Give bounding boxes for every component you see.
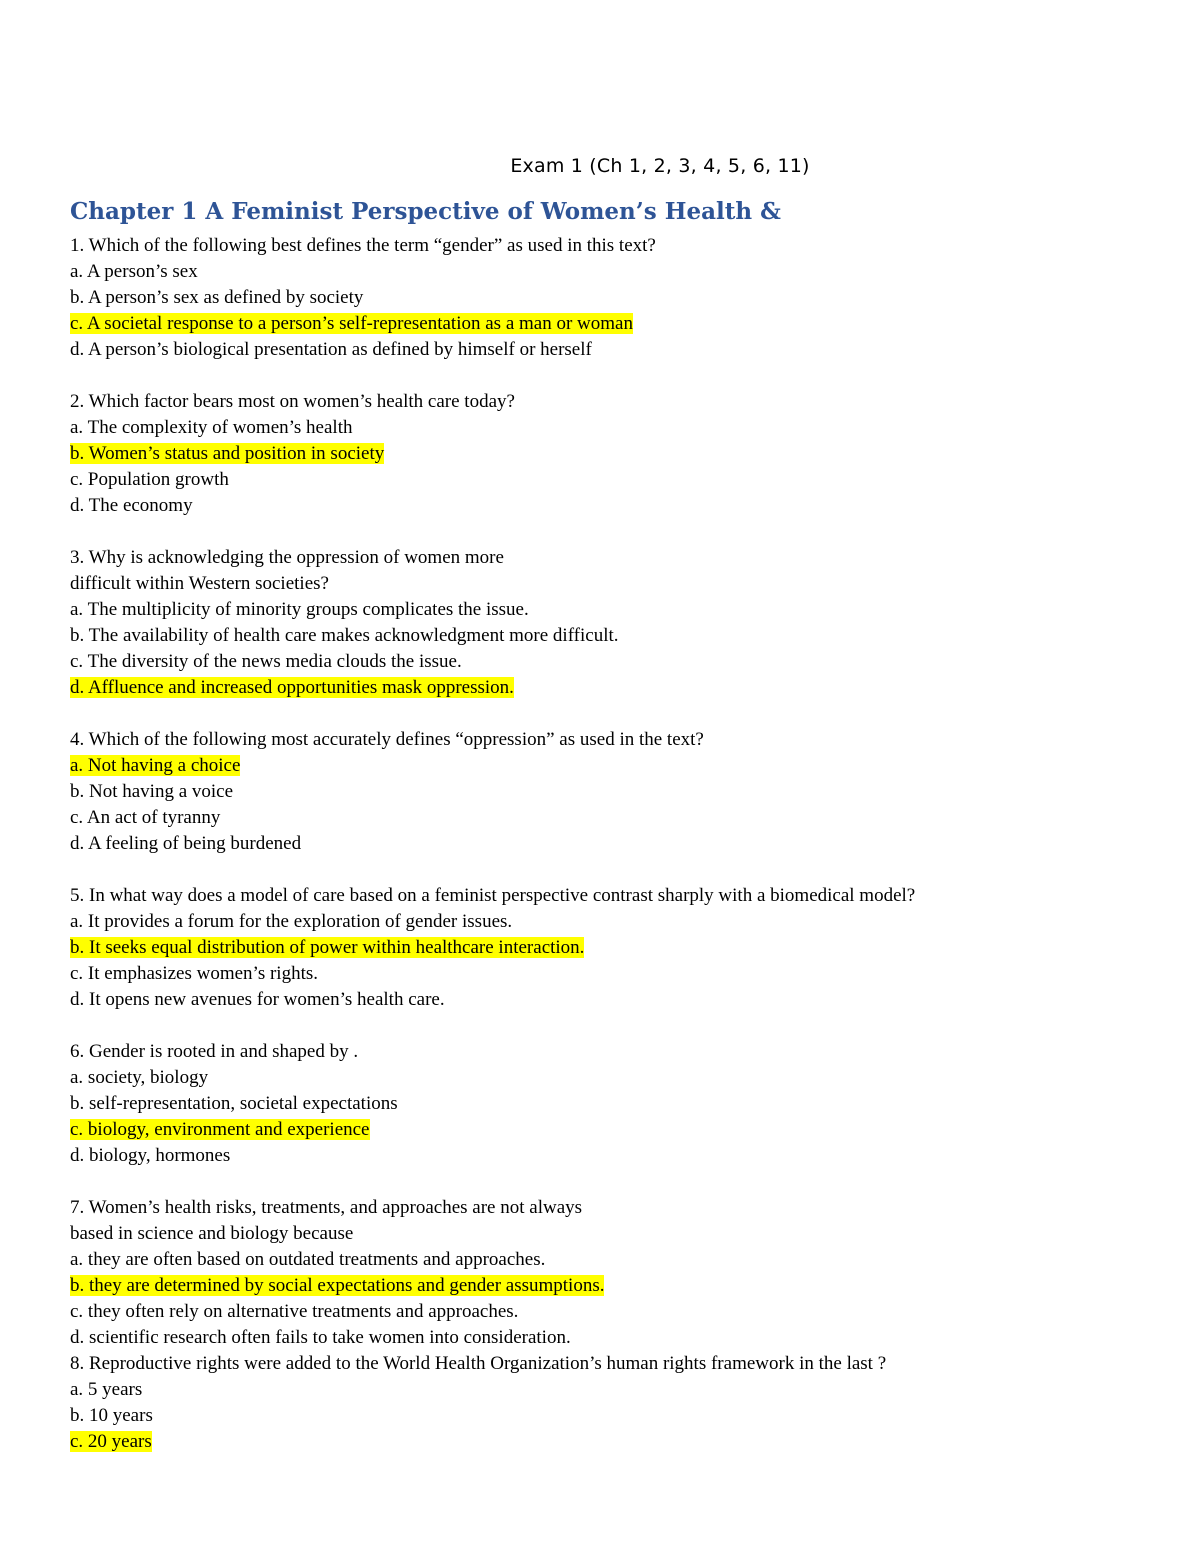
question-block <box>70 233 1170 363</box>
answer-option-text: a. they are often based on outdated treatments and approaches. <box>70 1249 546 1270</box>
answer-option-highlighted <box>70 675 1170 701</box>
answer-option-highlighted <box>70 1273 1170 1299</box>
question-block <box>70 545 1170 701</box>
answer-option <box>70 259 1170 285</box>
answer-option-text: c. A societal response to a person’s self-representation as a man or woman <box>70 313 633 334</box>
question-block <box>70 883 1170 1013</box>
question-text: 3. Why is acknowledging the oppression of women more <box>70 547 504 568</box>
question-text: 2. Which factor bears most on women’s health care today? <box>70 391 515 412</box>
answer-option-text: a. Not having a choice <box>70 755 241 776</box>
answer-option-text: b. The availability of health care makes acknowledgment more difficult. <box>70 625 619 646</box>
answer-option-highlighted <box>70 753 1170 779</box>
question-text: 6. Gender is rooted in and shaped by . <box>70 1041 359 1062</box>
answer-option-highlighted <box>70 311 1170 337</box>
answer-option <box>70 285 1170 311</box>
answer-option <box>70 597 1170 623</box>
answer-option-text: c. they often rely on alternative treatments and approaches. <box>70 1301 519 1322</box>
question-text: difficult within Western societies? <box>70 573 329 594</box>
answer-option-text: a. The complexity of women’s health <box>70 417 353 438</box>
question-block <box>70 1351 1170 1455</box>
answer-option <box>70 467 1170 493</box>
answer-option <box>70 1065 1170 1091</box>
answer-option-text: c. 20 years <box>70 1431 152 1452</box>
answer-option <box>70 649 1170 675</box>
answer-option <box>70 337 1170 363</box>
chapter-heading: Chapter 1 A Feminist Perspective of Women’s Health & <box>70 198 781 225</box>
answer-option <box>70 1091 1170 1117</box>
answer-option <box>70 961 1170 987</box>
question-text: 5. In what way does a model of care based on a feminist perspective contrast sharply with a biomedical model? <box>70 885 916 906</box>
answer-option <box>70 987 1170 1013</box>
answer-option-text: d. The economy <box>70 495 193 516</box>
answer-option-text: b. 10 years <box>70 1405 153 1426</box>
answer-option-highlighted <box>70 1117 1170 1143</box>
answer-option-text: c. Population growth <box>70 469 229 490</box>
answer-option <box>70 1143 1170 1169</box>
question-list <box>70 233 1170 1455</box>
answer-option-text: d. scientific research often fails to take women into consideration. <box>70 1327 571 1348</box>
answer-option-text: c. The diversity of the news media clouds the issue. <box>70 651 462 672</box>
answer-option <box>70 805 1170 831</box>
answer-option-text: d. It opens new avenues for women’s health care. <box>70 989 445 1010</box>
question-text: 4. Which of the following most accurately defines “oppression” as used in the text? <box>70 729 704 750</box>
answer-option-text: c. It emphasizes women’s rights. <box>70 963 319 984</box>
answer-option-text: b. A person’s sex as defined by society <box>70 287 364 308</box>
answer-option-text: c. An act of tyranny <box>70 807 221 828</box>
answer-option-text: d. biology, hormones <box>70 1145 231 1166</box>
question-block <box>70 1195 1170 1351</box>
answer-option-text: a. A person’s sex <box>70 261 198 282</box>
answer-option <box>70 909 1170 935</box>
answer-option-text: a. 5 years <box>70 1379 143 1400</box>
question-text: 8. Reproductive rights were added to the World Health Organization’s human rights framework in the last ? <box>70 1353 887 1374</box>
answer-option-highlighted <box>70 935 1170 961</box>
question-block <box>70 389 1170 519</box>
question-text: 7. Women’s health risks, treatments, and approaches are not always <box>70 1197 583 1218</box>
answer-option-text: d. A feeling of being burdened <box>70 833 302 854</box>
answer-option-text: a. It provides a forum for the exploration of gender issues. <box>70 911 513 932</box>
answer-option-text: a. society, biology <box>70 1067 209 1088</box>
answer-option <box>70 493 1170 519</box>
answer-option-highlighted <box>70 1429 1170 1455</box>
answer-option-text: b. they are determined by social expectations and gender assumptions. <box>70 1275 605 1296</box>
question-text: based in science and biology because <box>70 1223 354 1244</box>
answer-option-text: b. Women’s status and position in society <box>70 443 385 464</box>
answer-option-text: b. It seeks equal distribution of power within healthcare interaction. <box>70 937 585 958</box>
answer-option <box>70 831 1170 857</box>
answer-option-text: c. biology, environment and experience <box>70 1119 370 1140</box>
question-block <box>70 727 1170 857</box>
answer-option <box>70 623 1170 649</box>
question-block <box>70 1039 1170 1169</box>
answer-option <box>70 1247 1170 1273</box>
answer-option-text: d. Affluence and increased opportunities mask oppression. <box>70 677 514 698</box>
answer-option <box>70 415 1170 441</box>
answer-option <box>70 779 1170 805</box>
answer-option <box>70 1299 1170 1325</box>
answer-option <box>70 1325 1170 1351</box>
question-text: 1. Which of the following best defines the term “gender” as used in this text? <box>70 235 656 256</box>
answer-option-highlighted <box>70 441 1170 467</box>
answer-option-text: b. self-representation, societal expectations <box>70 1093 398 1114</box>
answer-option <box>70 1377 1170 1403</box>
answer-option-text: b. Not having a voice <box>70 781 234 802</box>
answer-option-text: d. A person’s biological presentation as defined by himself or herself <box>70 339 592 360</box>
exam-title: Exam 1 (Ch 1, 2, 3, 4, 5, 6, 11) <box>510 155 810 177</box>
answer-option <box>70 1403 1170 1429</box>
answer-option-text: a. The multiplicity of minority groups complicates the issue. <box>70 599 529 620</box>
